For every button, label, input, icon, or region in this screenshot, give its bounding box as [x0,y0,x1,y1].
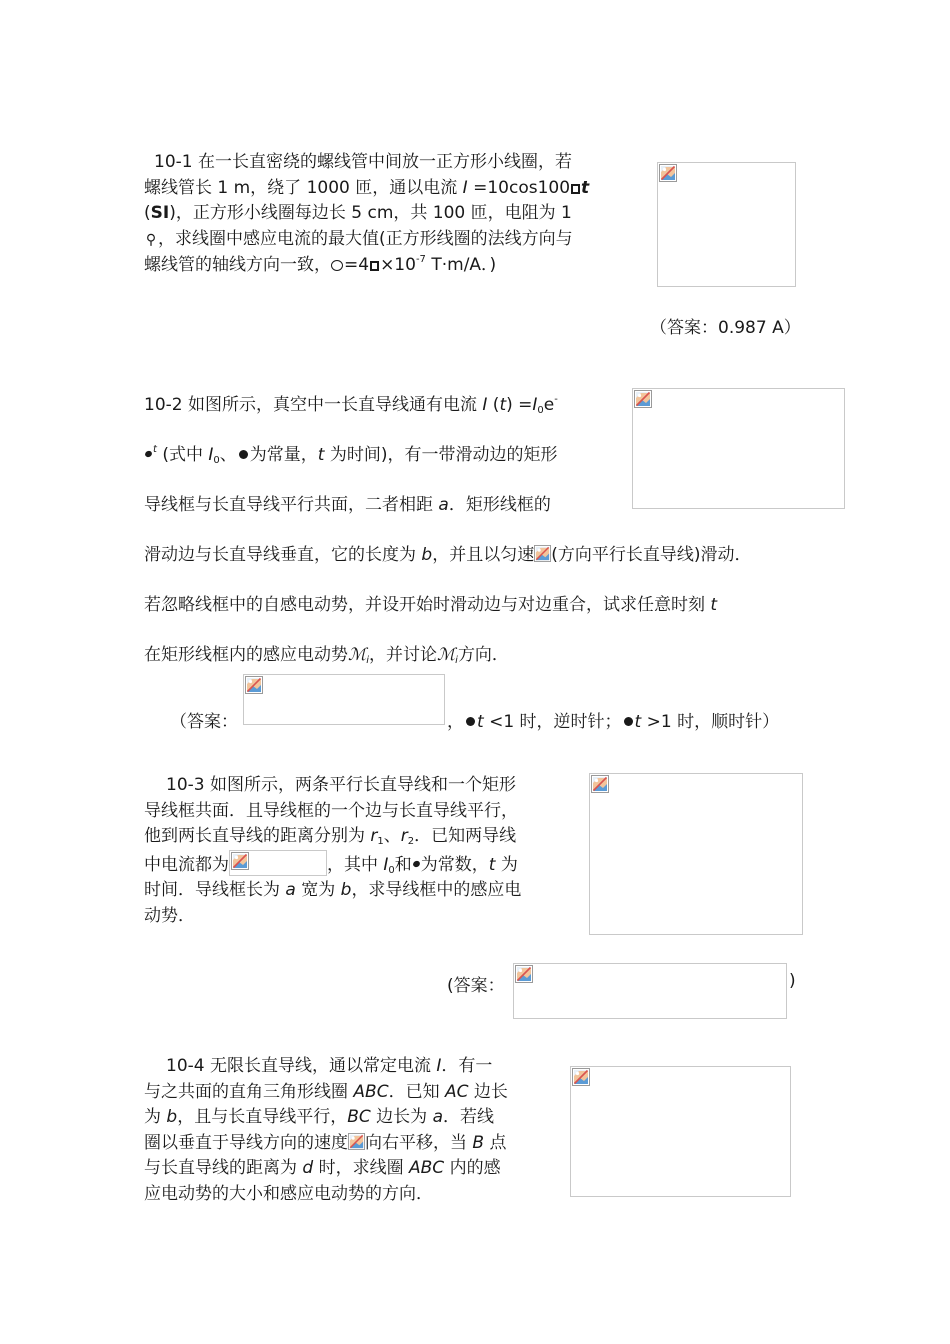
problem-10-2-line-2: $^t$ (式中 $I_0$、 为常量，t 为时间)，有一带滑动边的矩形 [144,440,557,465]
answer-10-2-formula-image [243,674,445,725]
broken-image-icon [231,852,249,870]
pi-glyph-icon [370,261,379,271]
broken-image-icon [245,676,263,694]
problem-10-2-line-6: 在矩形线框内的感应电动势ℳ$_i$，并讨论ℳ$_i$方向． [144,645,509,666]
problem-10-1-text: 10-1 在一长直密绕的螺线管中间放一正方形小线圈，若 螺线管长 1 m，绕了 1000 匝，通以电流 I =10cos100 t (SI)，正方形小线圈每边长 5 cm，共 100 匝，电阻为 1 ⚲ ，求线圈中感应电流的最大值(正方形线圈的法线方向与 螺线管的轴线方向一致， $=4 \times 10^{-7}$ T·m/A．) [144,152,590,275]
broken-image-icon [572,1068,590,1086]
mu-glyph-icon [331,260,343,271]
problem-10-4-text: 10-4 无限长直导线，通以常定电流 I．有一 与之共面的直角三角形线圈 ABC．已知 AC 边长 为 b，且与长直导线平行，BC 边长为 a．若线 圈以垂直于导线方向的速度 向右平移，当 B 点 与长直导线的距离为 d 时，求线圈 ABC 内的感 应电动势的大小和感应电动势的方向． [144,1056,508,1204]
broken-image-icon [515,965,533,983]
answer-10-1: （答案：0.987 A） [650,318,801,338]
velocity-symbol-image [348,1133,365,1151]
velocity-symbol-image [534,545,551,563]
omega-glyph-icon [412,859,421,867]
problem-10-3-text: 10-3 如图所示，两条平行长直导线和一个矩形 导线框共面．且导线框的一个边与长直导线平行， 他到两长直导线的距离分别为 $r_1$、$r_2$．已知两导线 中电流都为 ，其中 $I_0$和 为常数，t 为 时间．导线框长为 a 宽为 b，求导线框中的感应电 动势． [144,775,522,926]
broken-image-icon [534,545,551,562]
answer-10-2-tail: ， t <1 时，逆时针； t >1 时，顺时针） [447,712,780,732]
alpha-glyph-icon [466,717,475,726]
ohm-glyph-icon: ⚲ [145,231,157,248]
answer-10-3-close: ) [789,971,796,991]
broken-image-icon [348,1133,365,1150]
answer-10-2: （答案： [170,712,238,732]
problem-10-2-line-3: 导线框与长直导线平行共面，二者相距 a．矩形线框的 [144,495,551,515]
alpha-glyph-icon [624,717,633,726]
problem-10-2-line-4: 滑动边与长直导线垂直，它的长度为 b，并且以匀速 (方向平行长直导线)滑动． [144,545,752,565]
broken-image-icon [659,164,677,182]
problem-10-2-line-1: 10-2 如图所示，真空中一长直导线通有电流 I $(t) =I_0e^-$ [144,394,558,416]
broken-image-icon [634,390,652,408]
figure-10-3 [589,773,803,935]
answer-10-3: (答案： [447,976,505,996]
current-formula-image [229,850,327,876]
alpha-glyph-icon [239,450,248,459]
figure-10-1 [657,162,796,287]
figure-10-4 [570,1066,791,1197]
alpha-glyph-icon [144,450,153,458]
problem-10-2-line-5: 若忽略线框中的自感电动势，并设开始时滑动边与对边重合，试求任意时刻 t [144,595,718,615]
figure-10-2 [632,388,845,509]
pi-glyph-icon [571,184,580,194]
answer-10-3-formula-image [513,963,787,1019]
broken-image-icon [591,775,609,793]
